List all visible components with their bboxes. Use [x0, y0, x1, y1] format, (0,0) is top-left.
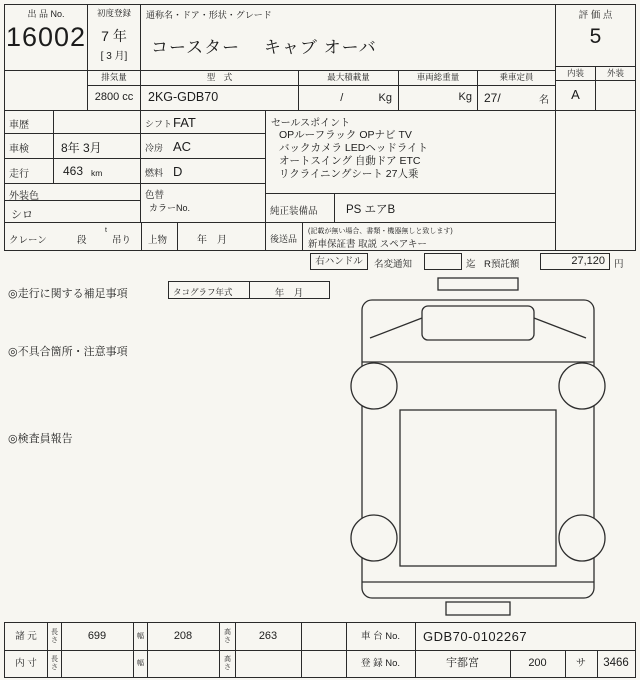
vehicle-top-view-diagram [350, 276, 606, 620]
spec-length-value: 699 [87, 630, 107, 642]
shift-value: FAT [173, 115, 196, 130]
later-items-note: (記載が無い場合、書類・機器無しと致します) [308, 228, 453, 235]
inspector-note-title: ◎検査員報告 [8, 433, 73, 445]
body-value: 年 月 [197, 235, 227, 246]
shaken-label: 車検 [9, 144, 29, 155]
fuel-row [140, 158, 266, 184]
deposit-value-box: 27,120 [540, 253, 610, 270]
exterior-color-label: 外装色 [9, 191, 39, 202]
footer-table [4, 622, 636, 678]
sales-point-line-1: OPルーフラック OPナビ TV [279, 129, 412, 141]
first-registration-label: 初度登録 [96, 8, 131, 18]
history-row [4, 110, 141, 134]
diagram-floor-area [400, 410, 556, 566]
footer-vline-7 [301, 623, 302, 677]
crane-divider-2 [177, 223, 178, 250]
equipment-value: PS エアB [346, 204, 396, 216]
deposit-label: R預託額 [484, 259, 520, 270]
spec-length-label: 長さ [51, 629, 58, 644]
registration-kana: サ [576, 658, 586, 669]
chassis-value: GDB70-0102267 [423, 629, 528, 644]
first-registration-year: 7 年 [101, 28, 127, 44]
crane-stage-label: 段 [77, 235, 87, 246]
cooling-label: 冷房 [145, 143, 164, 153]
name-change-label: 名変通知 [374, 259, 413, 270]
crane-unit-label: t [105, 227, 107, 234]
registration-class: 200 [528, 657, 547, 669]
mileage-row [4, 158, 141, 184]
sales-point-line-4: リクライニングシート 27人乗 [279, 168, 419, 180]
interior-exterior-header [555, 66, 636, 81]
crane-row [4, 222, 266, 251]
exterior-color-row [4, 183, 141, 201]
gvw-label: 車両総重量 [398, 70, 478, 86]
exterior-color-value-row [4, 200, 141, 223]
history-divider [53, 111, 54, 133]
gvw-value-cell: Kg [398, 85, 478, 111]
exterior-grade-value [596, 81, 635, 110]
vehicle-name-box [140, 4, 556, 71]
capacity-label: 乗車定員 [477, 70, 556, 86]
exterior-color-value: シロ [11, 209, 33, 221]
inner-width-label: 幅 [137, 660, 144, 667]
crane-label: クレーン [9, 235, 47, 246]
grade-box [555, 4, 636, 67]
cooling-row [140, 133, 266, 159]
tachograph-label: タコグラフ年式 [173, 287, 233, 297]
lot-number-value: 16002 [5, 22, 87, 52]
first-registration-box [87, 4, 141, 71]
spec-height-value: 263 [258, 630, 278, 642]
inner-height-label: 高さ [224, 656, 231, 671]
interior-label: 内装 [556, 67, 596, 80]
cooling-value: AC [173, 139, 192, 154]
first-registration-month: [ 3 月] [100, 51, 128, 62]
equipment-label: 純正装備品 [270, 206, 318, 217]
shaken-value: 8年 3月 [61, 141, 102, 155]
body-label: 上物 [148, 235, 168, 246]
later-items-value: 新車保証書 取説 スペアキー [308, 239, 427, 250]
inner-dim-label: 内 寸 [15, 658, 37, 669]
lot-number-box [4, 4, 88, 71]
empty-cell-under-lot [4, 70, 88, 111]
payload-unit: Kg [378, 92, 392, 104]
shift-row [140, 110, 266, 134]
diagram-front-sign [438, 278, 518, 290]
color-change-row [140, 183, 266, 223]
later-items-label: 後送品 [270, 234, 298, 244]
footer-vline-3 [133, 623, 134, 677]
mileage-note-title: ◎走行に関する補足事項 [8, 288, 128, 300]
crane-divider-1 [141, 223, 142, 250]
diagram-front-left-wheel [351, 363, 397, 409]
equipment-divider [334, 194, 335, 222]
spec-width-label: 幅 [137, 633, 144, 640]
inner-length-label: 長さ [51, 656, 58, 671]
color-no-label: カラーNo. [149, 203, 191, 213]
diagram-windshield [422, 306, 534, 340]
lot-number-label: 出 品 No. [27, 9, 65, 19]
payload-label: 最大積載量 [298, 70, 399, 86]
registration-label: 登 録 No. [360, 658, 401, 669]
diagram-license-plate [446, 602, 510, 615]
sales-point-line-2: バックカメラ LEDヘッドライト [279, 142, 429, 154]
chassis-label: 車 台 No. [360, 631, 401, 642]
model-label: 型 式 [140, 70, 299, 86]
grade-label: 評 価 点 [578, 10, 613, 21]
registration-area: 宇都宮 [446, 657, 479, 669]
history-label: 車歴 [9, 120, 29, 131]
shift-label: シフト [145, 119, 173, 129]
diagram-front-right-wheel [559, 363, 605, 409]
fuel-value: D [173, 164, 183, 179]
name-change-input-box [424, 253, 462, 270]
crane-lift-label: 吊り [112, 235, 132, 246]
vehicle-name-value: コースター キャブ オーバ [151, 38, 377, 57]
vehicle-name-header: 通称名・ドア・形状・グレード [146, 10, 272, 20]
sales-points-title: セールスポイント [271, 118, 351, 129]
spec-label: 諸 元 [15, 631, 37, 642]
defect-note-title: ◎不具合箇所・注意事項 [8, 346, 128, 358]
sales-point-line-3: オートスイング 自動ドア ETC [279, 155, 421, 167]
footer-vline-5 [219, 623, 220, 677]
yen-label: 円 [614, 259, 624, 270]
mileage-label: 走行 [9, 169, 29, 180]
diagram-rear-right-wheel [559, 515, 605, 561]
payload-slash: / [340, 92, 344, 104]
shaken-row [4, 133, 141, 159]
diagram-rear-left-wheel [351, 515, 397, 561]
payload-value-cell [298, 85, 399, 111]
mileage-value: 463 [63, 164, 84, 178]
capacity-value-cell [477, 85, 556, 111]
grade-value: 5 [589, 25, 602, 48]
diagram-front-right-line [534, 318, 586, 338]
mileage-unit: km [91, 168, 103, 178]
tachograph-value: 年 月 [274, 288, 304, 299]
model-value: 2KG-GDB70 [140, 85, 299, 111]
shaken-divider [53, 134, 54, 158]
exterior-label: 外装 [606, 68, 624, 78]
registration-number: 3466 [603, 657, 629, 669]
color-change-label: 色替 [145, 190, 165, 201]
later-items-row [265, 222, 556, 251]
mileage-divider [53, 159, 54, 183]
later-items-divider [302, 223, 303, 250]
capacity-value: 27/ [484, 91, 501, 105]
until-label: 迄 [466, 259, 476, 270]
displacement-label: 排気量 [87, 70, 141, 86]
interior-grade-value: A [556, 81, 596, 110]
interior-exterior-values [555, 80, 636, 111]
fuel-label: 燃料 [145, 168, 164, 178]
capacity-unit: 名 [539, 94, 549, 106]
rhd-badge: 右ハンドル [310, 253, 368, 270]
displacement-value: 2800 cc [87, 85, 141, 111]
tachograph-box [168, 281, 330, 299]
diagram-front-left-line [370, 318, 422, 338]
right-empty-column [555, 110, 636, 251]
sales-points-box [265, 110, 556, 194]
equipment-row [265, 193, 556, 223]
spec-width-value: 208 [173, 630, 193, 642]
diagram-body-outline [362, 300, 594, 598]
spec-height-label: 高さ [224, 629, 231, 644]
